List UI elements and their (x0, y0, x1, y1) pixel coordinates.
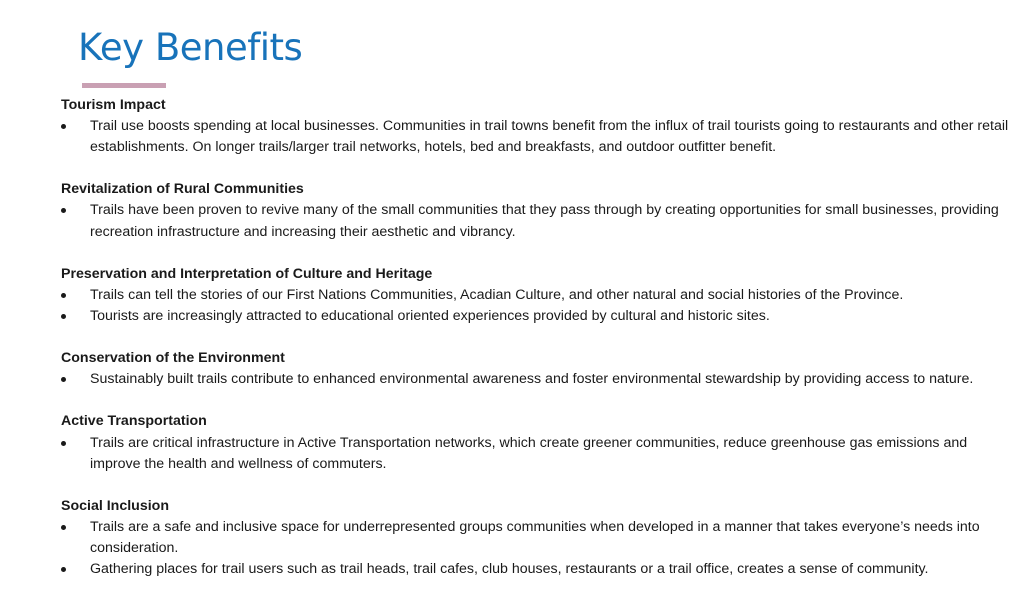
bullet-icon (61, 567, 66, 572)
section-tourism-impact (61, 95, 1016, 158)
section-conservation (61, 348, 1016, 390)
bullet-list (61, 369, 1016, 390)
bullet-icon (61, 293, 66, 298)
bullet-text: Tourists are increasingly attracted to educational oriented experiences provided by cultural and historic sites. (90, 307, 770, 324)
bullet-item (61, 200, 1016, 242)
section-heading: Social Inclusion (61, 497, 170, 514)
section-social-inclusion (61, 496, 1016, 580)
bullet-icon (61, 208, 66, 213)
section-active-transportation (61, 411, 1016, 474)
bullet-item (61, 433, 1016, 475)
section-culture-heritage (61, 264, 1016, 327)
bullet-icon (61, 314, 66, 319)
bullet-icon (61, 441, 66, 446)
benefits-content (61, 95, 1016, 601)
page-title: Key Benefits (78, 26, 303, 69)
bullet-list (61, 116, 1016, 158)
bullet-text: Trails are critical infrastructure in Active Transportation networks, which create greener communities, reduce greenhouse gas emissions and improve the health and wellness of commuters. (90, 434, 968, 472)
bullet-icon (61, 124, 66, 129)
bullet-list (61, 517, 1016, 580)
bullet-item (61, 369, 1016, 390)
bullet-text: Gathering places for trail users such as trail heads, trail cafes, club houses, restaurants or a trail office, creates a sense of community. (90, 561, 929, 578)
bullet-item (61, 559, 1016, 580)
section-heading: Conservation of the Environment (61, 350, 285, 367)
bullet-list (61, 285, 1016, 327)
bullet-item (61, 517, 1016, 559)
bullet-text: Trails are a safe and inclusive space for underrepresented groups communities when developed in a manner that takes everyone’s needs into consideration. (90, 518, 980, 556)
bullet-list (61, 433, 1016, 475)
bullet-text: Sustainably built trails contribute to enhanced environmental awareness and foster environmental stewardship by providing access to nature. (90, 371, 974, 388)
title-underline-divider (82, 83, 166, 88)
bullet-text: Trails have been proven to revive many of the small communities that they pass through by creating opportunities for small businesses, providing recreation infrastructure and increasing their aesthetic and vibrancy. (90, 202, 999, 240)
bullet-list (61, 200, 1016, 242)
bullet-icon (61, 377, 66, 382)
section-heading: Revitalization of Rural Communities (61, 181, 304, 198)
bullet-text: Trail use boosts spending at local businesses. Communities in trail towns benefit from the influx of trail tourists going to restaurants and other retail establishments. On longer trails/larger trail networks, hotels, bed and breakfasts, and outdoor outfitter benefit. (90, 118, 1009, 156)
section-revitalization (61, 179, 1016, 242)
bullet-text: Trails can tell the stories of our First Nations Communities, Acadian Culture, and other natural and social histories of the Province. (90, 286, 904, 303)
bullet-icon (61, 525, 66, 530)
section-heading: Tourism Impact (61, 97, 166, 113)
section-heading: Active Transportation (61, 413, 207, 430)
bullet-item (61, 285, 1016, 306)
section-heading: Preservation and Interpretation of Culture and Heritage (61, 265, 433, 282)
bullet-item (61, 116, 1016, 158)
bullet-item (61, 306, 1016, 327)
